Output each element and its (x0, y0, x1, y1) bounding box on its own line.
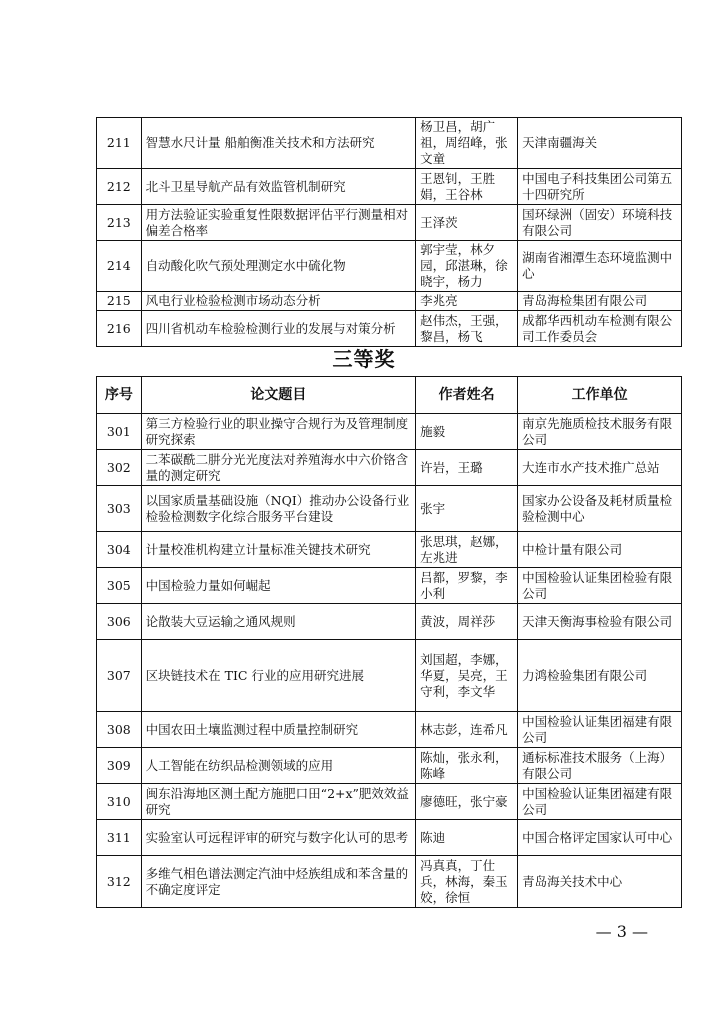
work-unit: 力鸿检验集团有限公司 (518, 640, 682, 712)
paper-title: 论散装大豆运输之通风规则 (141, 604, 415, 640)
work-unit: 青岛海关技术中心 (518, 856, 682, 908)
table-row (97, 712, 682, 748)
entry-number: 303 (97, 486, 142, 532)
work-unit: 南京先施质检技术服务有限公司 (518, 414, 682, 450)
work-unit: 湖南省湘潭生态环境监测中心 (518, 241, 682, 292)
paper-title: 中国检验力量如何崛起 (141, 568, 415, 604)
paper-title: 风电行业检验检测市场动态分析 (141, 292, 415, 311)
paper-title: 多维气相色谱法测定汽油中烃族组成和苯含量的不确定度评定 (141, 856, 415, 908)
paper-title: 用方法验证实验重复性限数据评估平行测量相对偏差合格率 (141, 205, 415, 241)
author-names: 施毅 (416, 414, 518, 450)
paper-title: 第三方检验行业的职业操守合规行为及管理制度研究探索 (141, 414, 415, 450)
work-unit: 中检计量有限公司 (518, 532, 682, 568)
paper-title: 自动酸化吹气预处理测定水中硫化物 (141, 241, 415, 292)
entry-number: 215 (97, 292, 142, 311)
author-names: 许岩，王璐 (416, 450, 518, 486)
table-row (97, 311, 682, 347)
table-row (97, 568, 682, 604)
work-unit: 通标标准技术服务（上海）有限公司 (518, 748, 682, 784)
paper-title: 二苯碳酰二肼分光光度法对养殖海水中六价铬含量的测定研究 (141, 450, 415, 486)
awards-table-continued (96, 117, 682, 347)
author-names: 王恩钊，王胜娟，王谷林 (416, 169, 518, 205)
entry-number: 310 (97, 784, 142, 820)
table-row (97, 292, 682, 311)
paper-title: 北斗卫星导航产品有效监管机制研究 (141, 169, 415, 205)
work-unit: 国环绿洲（固安）环境科技有限公司 (518, 205, 682, 241)
third-prize-heading: 三等奖 (332, 347, 396, 371)
work-unit: 天津天衡海事检验有限公司 (518, 604, 682, 640)
author-names: 杨卫昌，胡广祖，周绍峰，张文童 (416, 118, 518, 169)
header-number: 序号 (97, 377, 142, 414)
work-unit: 青岛海检集团有限公司 (518, 292, 682, 311)
table-row (97, 118, 682, 169)
entry-number: 312 (97, 856, 142, 908)
author-names: 张宇 (416, 486, 518, 532)
author-names: 廖德旺，张宁豪 (416, 784, 518, 820)
paper-title: 计量校准机构建立计量标准关键技术研究 (141, 532, 415, 568)
entry-number: 306 (97, 604, 142, 640)
table-row (97, 748, 682, 784)
table-row (97, 532, 682, 568)
paper-title: 中国农田土壤监测过程中质量控制研究 (141, 712, 415, 748)
entry-number: 211 (97, 118, 142, 169)
entry-number: 301 (97, 414, 142, 450)
entry-number: 304 (97, 532, 142, 568)
table-row (97, 486, 682, 532)
table-row (97, 450, 682, 486)
entry-number: 305 (97, 568, 142, 604)
paper-title: 以国家质量基础设施（NQI）推动办公设备行业检验检测数字化综合服务平台建设 (141, 486, 415, 532)
entry-number: 308 (97, 712, 142, 748)
entry-number: 307 (97, 640, 142, 712)
header-title: 论文题目 (141, 377, 415, 414)
work-unit: 中国电子科技集团公司第五十四研究所 (518, 169, 682, 205)
table-row (97, 640, 682, 712)
paper-title: 人工智能在纺织品检测领域的应用 (141, 748, 415, 784)
page-number: — 3 — (595, 922, 648, 941)
work-unit: 大连市水产技术推广总站 (518, 450, 682, 486)
table-row (97, 414, 682, 450)
work-unit: 国家办公设备及耗材质量检验检测中心 (518, 486, 682, 532)
entry-number: 213 (97, 205, 142, 241)
entry-number: 309 (97, 748, 142, 784)
author-names: 陈迪 (416, 820, 518, 856)
entry-number: 216 (97, 311, 142, 347)
work-unit: 天津南疆海关 (518, 118, 682, 169)
author-names: 赵伟杰，王强，黎昌，杨飞 (416, 311, 518, 347)
entry-number: 311 (97, 820, 142, 856)
paper-title: 四川省机动车检验检测行业的发展与对策分析 (141, 311, 415, 347)
work-unit: 中国合格评定国家认可中心 (518, 820, 682, 856)
author-names: 李兆亮 (416, 292, 518, 311)
author-names: 张思琪，赵娜，左兆进 (416, 532, 518, 568)
third-prize-table (96, 376, 682, 908)
author-names: 陈灿，张永利，陈峰 (416, 748, 518, 784)
paper-title: 区块链技术在 TIC 行业的应用研究进展 (141, 640, 415, 712)
work-unit: 中国检验认证集团检验有限公司 (518, 568, 682, 604)
author-names: 郭宇莹，林夕园，邱湛琳，徐晓宇，杨力 (416, 241, 518, 292)
author-names: 王泽茨 (416, 205, 518, 241)
entry-number: 212 (97, 169, 142, 205)
entry-number: 214 (97, 241, 142, 292)
table-row (97, 604, 682, 640)
work-unit: 成都华西机动车检测有限公司工作委员会 (518, 311, 682, 347)
table-header-row (97, 377, 682, 414)
author-names: 刘国超，李娜，华夏，吴亮，王守利，李文华 (416, 640, 518, 712)
header-authors: 作者姓名 (416, 377, 518, 414)
header-organization: 工作单位 (518, 377, 682, 414)
work-unit: 中国检验认证集团福建有限公司 (518, 784, 682, 820)
table-row (97, 169, 682, 205)
author-names: 黄波，周祥莎 (416, 604, 518, 640)
table-row (97, 241, 682, 292)
entry-number: 302 (97, 450, 142, 486)
paper-title: 智慧水尺计量 船舶衡准关技术和方法研究 (141, 118, 415, 169)
table-row (97, 205, 682, 241)
author-names: 吕都，罗黎，李小利 (416, 568, 518, 604)
author-names: 林志彭，连希凡 (416, 712, 518, 748)
paper-title: 闽东沿海地区测土配方施肥口田“2+x”肥效效益研究 (141, 784, 415, 820)
author-names: 冯真真，丁仕兵，林海，秦玉姣，徐恒 (416, 856, 518, 908)
table-row (97, 820, 682, 856)
work-unit: 中国检验认证集团福建有限公司 (518, 712, 682, 748)
paper-title: 实验室认可远程评审的研究与数字化认可的思考 (141, 820, 415, 856)
table-row (97, 784, 682, 820)
table-row (97, 856, 682, 908)
